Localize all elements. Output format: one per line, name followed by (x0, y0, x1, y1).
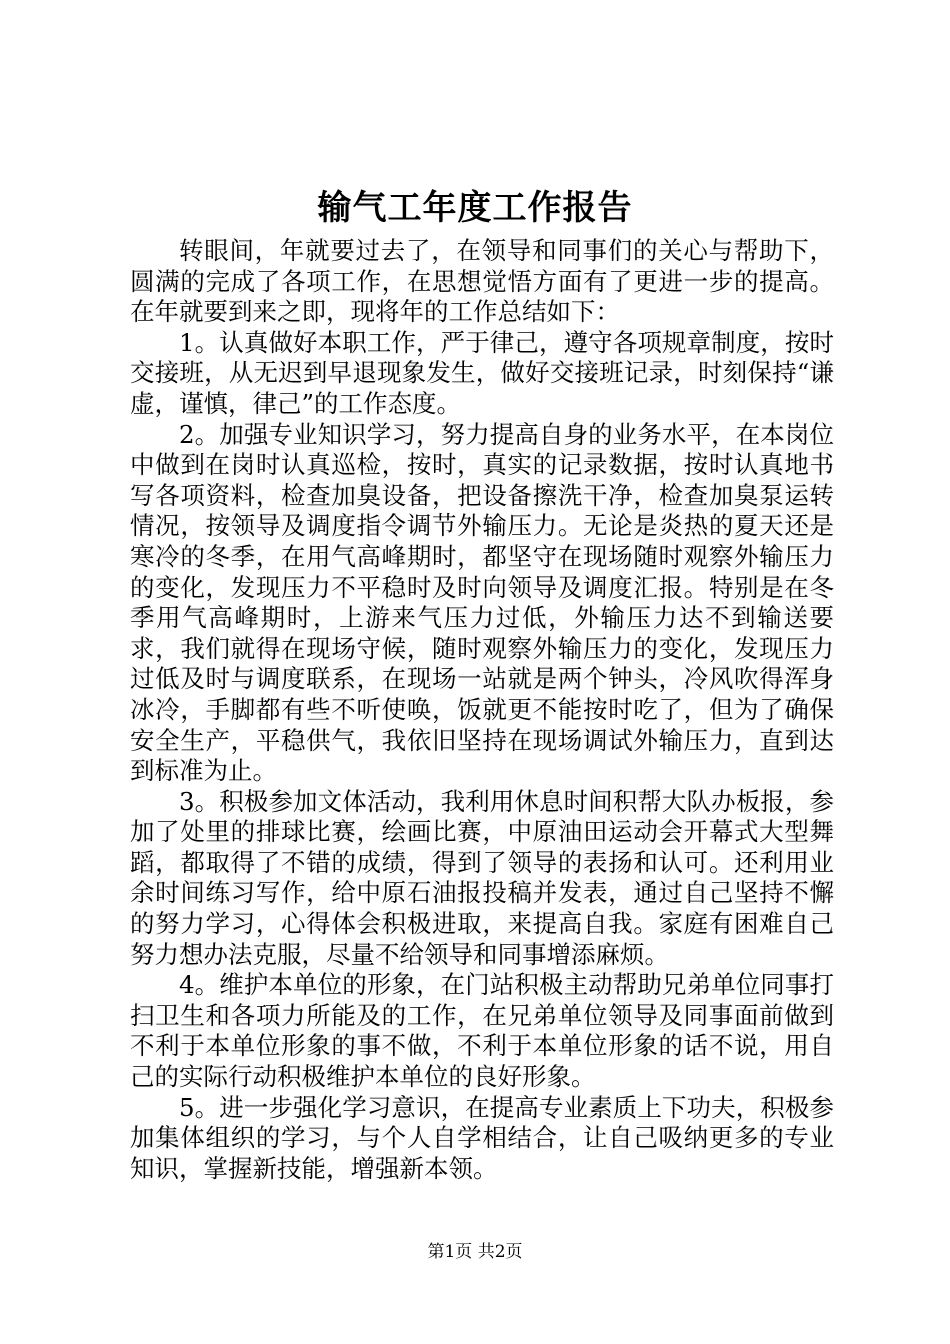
document-title: 输气工年度工作报告 (317, 188, 633, 228)
page-number-footer: 第1页 共2页 (427, 1242, 523, 1262)
paragraph-intro: 转眼间，年就要过去了，在领导和同事们的关心与帮助下，圆满的完成了各项工作，在思想觉悟方面有了更进一步的提高。在年就要到来之即，现将年的工作总结如下： (130, 236, 834, 327)
paragraph-item-1: 1。认真做好本职工作，严于律己，遵守各项规章制度，按时交接班，从无迟到早退现象发生，做好交接班记录，时刻保持“谦虚，谨慎，律己”的工作态度。 (130, 327, 834, 418)
paragraph-item-4: 4。维护本单位的形象，在门站积极主动帮助兄弟单位同事打扫卫生和各项力所能及的工作，在兄弟单位领导及同事面前做到不利于本单位形象的事不做，不利于本单位形象的话不说，用自己的实际行动积极维护本单位的良好形象。 (130, 970, 834, 1092)
paragraph-item-5: 5。进一步强化学习意识，在提高专业素质上下功夫，积极参加集体组织的学习，与个人自学相结合，让自己吸纳更多的专业知识，掌握新技能，增强新本领。 (130, 1092, 834, 1183)
paragraph-item-3: 3。积极参加文体活动，我利用休息时间积帮大队办板报，参加了处里的排球比赛，绘画比赛，中原油田运动会开幕式大型舞蹈，都取得了不错的成绩，得到了领导的表扬和认可。还利用业余时间练习写作，给中原石油报投稿并发表，通过自己坚持不懈的努力学习，心得体会积极进取，来提高自我。家庭有困难自己努力想办法克服，尽量不给领导和同事增添麻烦。 (130, 786, 834, 969)
paragraph-item-2: 2。加强专业知识学习，努力提高自身的业务水平，在本岗位中做到在岗时认真巡检，按时，真实的记录数据，按时认真地书写各项资料，检查加臭设备，把设备擦洗干净，检查加臭泵运转情况，按领导及调度指令调节外输压力。无论是炎热的夏天还是寒冷的冬季，在用气高峰期时，都坚守在现场随时观察外输压力的变化，发现压力不平稳时及时向领导及调度汇报。特别是在冬季用气高峰期时，上游来气压力过低，外输压力达不到输送要求，我们就得在现场守候，随时观察外输压力的变化，发现压力过低及时与调度联系，在现场一站就是两个钟头，冷风吹得浑身冰冷，手脚都有些不听使唤，饭就更不能按时吃了，但为了确保安全生产，平稳供气，我依旧坚持在现场调试外输压力，直到达到标准为止。 (130, 419, 834, 786)
document-body (130, 236, 834, 1184)
